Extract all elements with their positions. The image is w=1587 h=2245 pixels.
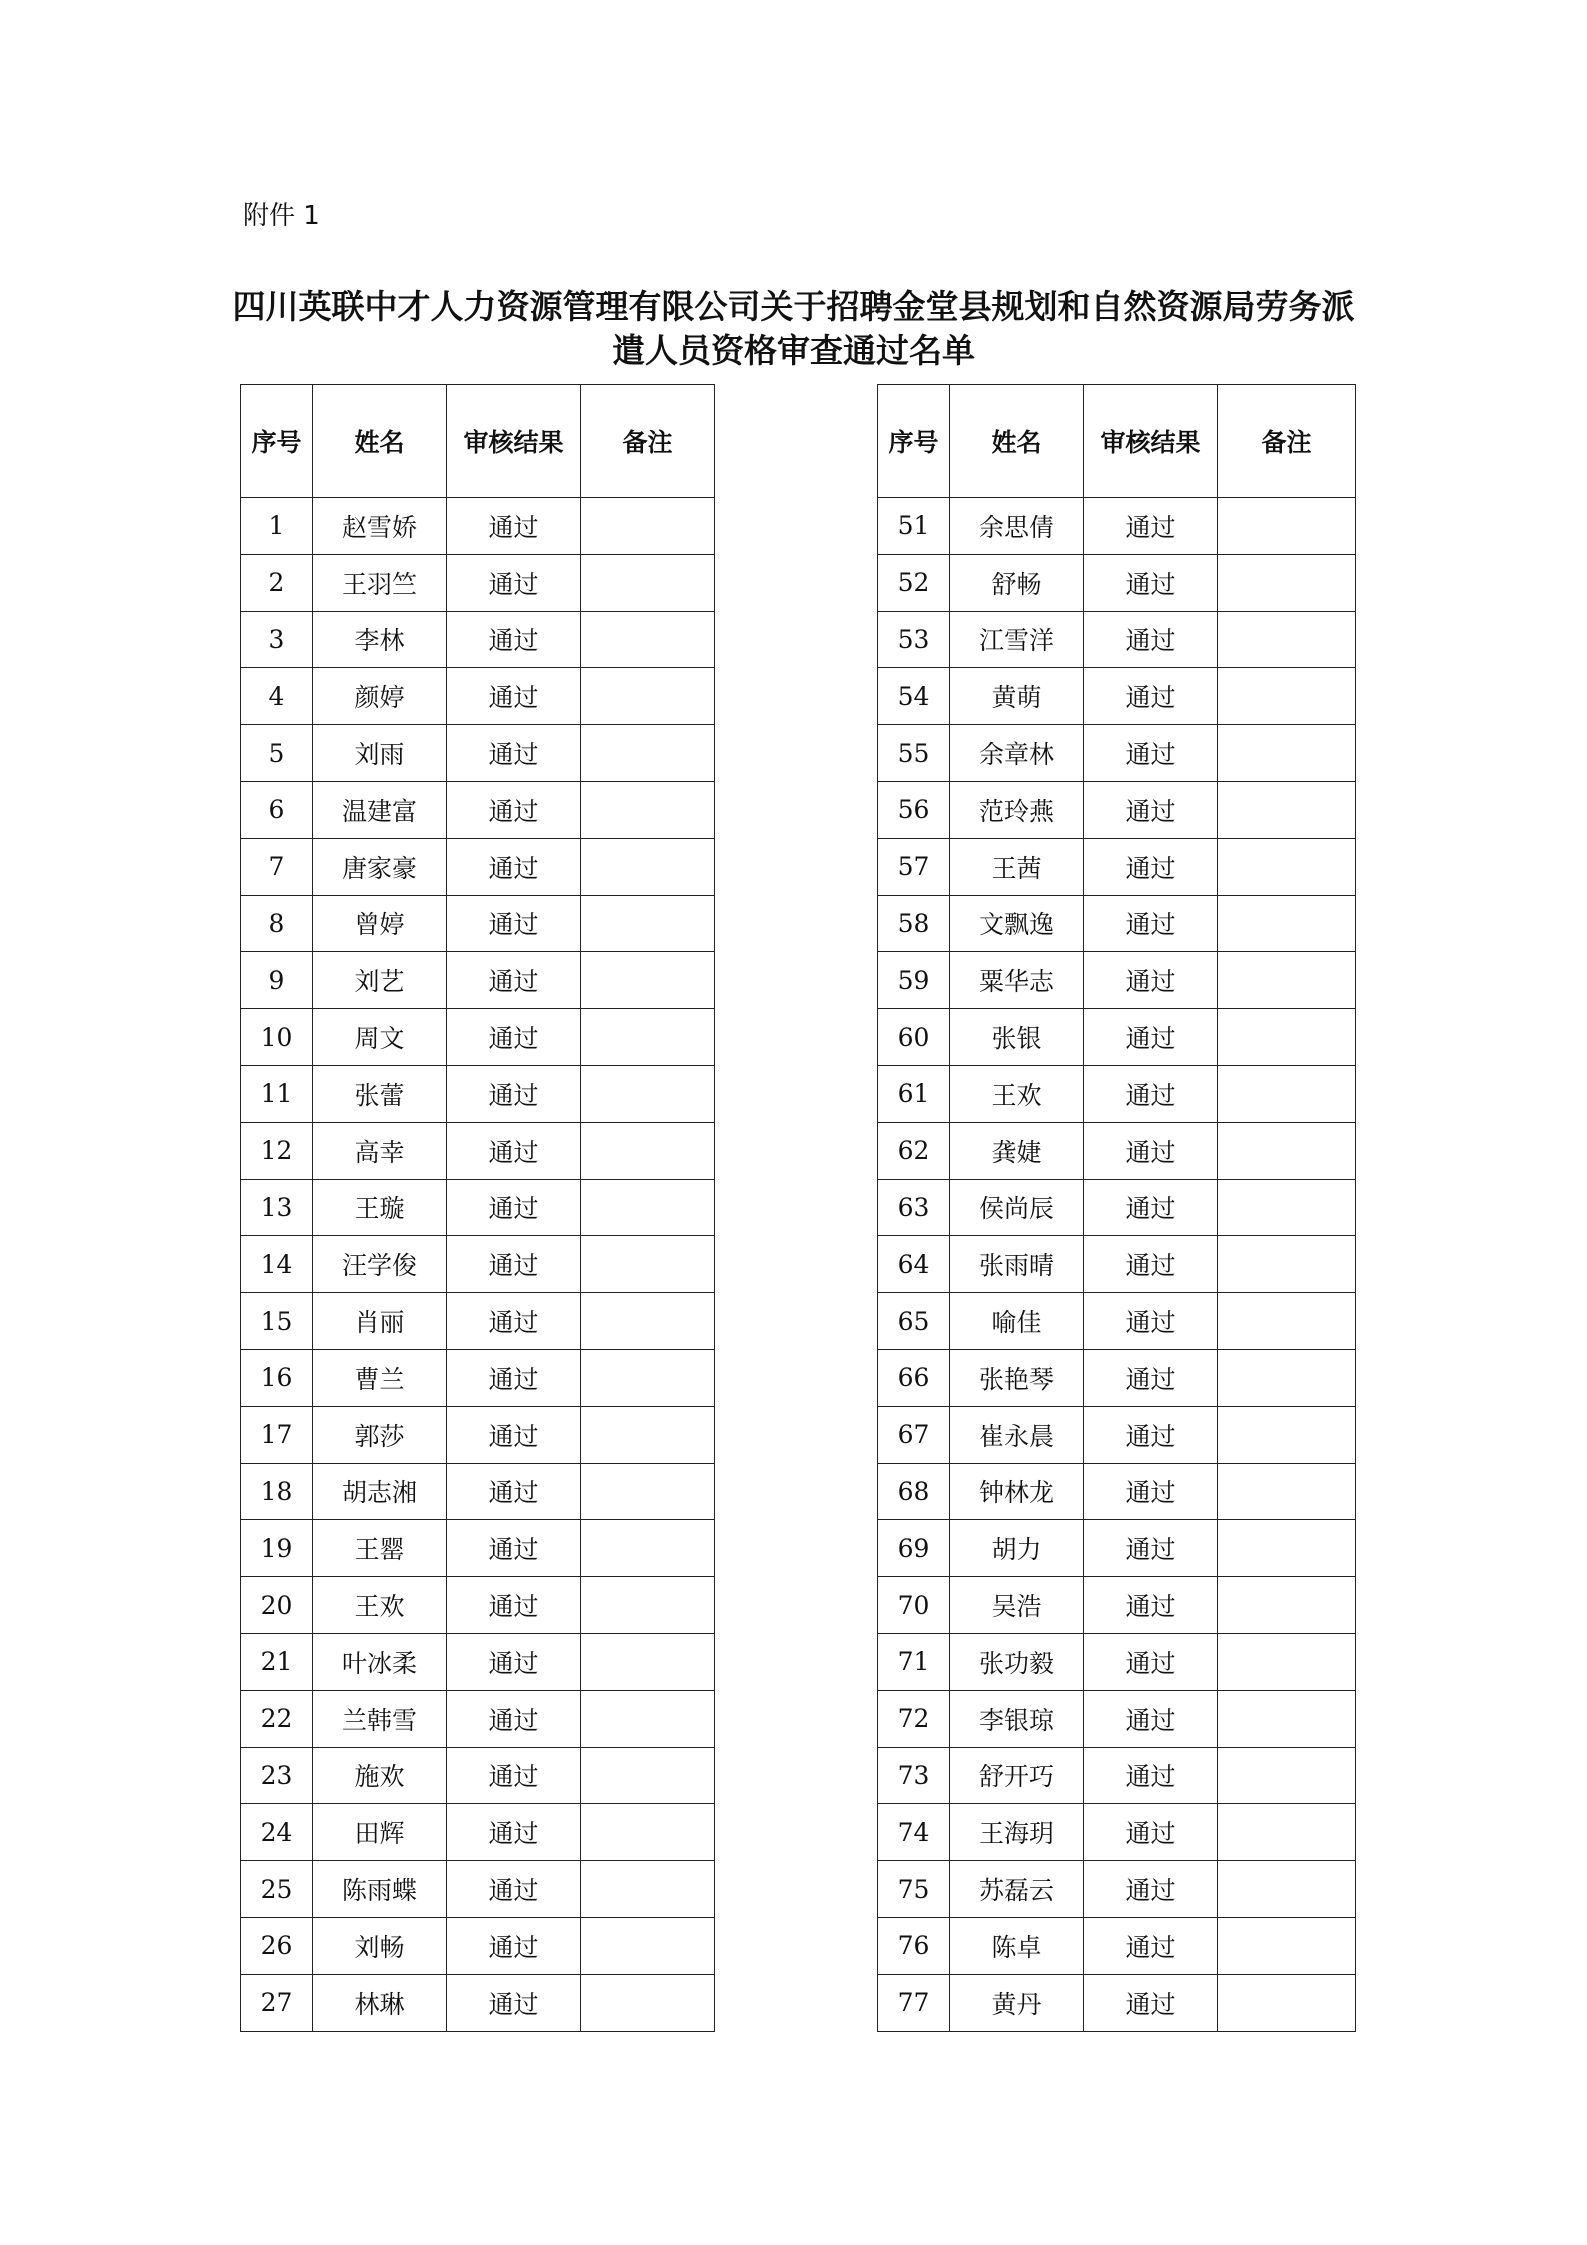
cell-remark bbox=[581, 1974, 715, 2031]
table-row bbox=[878, 1122, 1356, 1179]
rows-left bbox=[241, 498, 715, 2032]
table-row bbox=[878, 498, 1356, 555]
cell-result: 通过 bbox=[1084, 498, 1218, 555]
table-row bbox=[241, 554, 715, 611]
cell-remark bbox=[1218, 668, 1356, 725]
cell-result: 通过 bbox=[1084, 1804, 1218, 1861]
cell-name: 张雨晴 bbox=[950, 1236, 1084, 1293]
table-row bbox=[878, 611, 1356, 668]
cell-seq: 14 bbox=[241, 1236, 313, 1293]
table-row bbox=[241, 1804, 715, 1861]
cell-remark bbox=[581, 725, 715, 782]
table-row bbox=[878, 725, 1356, 782]
cell-name: 田辉 bbox=[313, 1804, 447, 1861]
cell-seq: 20 bbox=[241, 1577, 313, 1634]
cell-name: 陈卓 bbox=[950, 1917, 1084, 1974]
cell-name: 兰韩雪 bbox=[313, 1690, 447, 1747]
cell-result: 通过 bbox=[1084, 1463, 1218, 1520]
cell-remark bbox=[1218, 1917, 1356, 1974]
cell-seq: 4 bbox=[241, 668, 313, 725]
cell-name: 刘雨 bbox=[313, 725, 447, 782]
cell-name: 王茜 bbox=[950, 838, 1084, 895]
table-row bbox=[241, 895, 715, 952]
cell-result: 通过 bbox=[447, 1861, 581, 1918]
cell-result: 通过 bbox=[1084, 1349, 1218, 1406]
cell-remark bbox=[1218, 952, 1356, 1009]
table-row bbox=[241, 725, 715, 782]
cell-result: 通过 bbox=[447, 554, 581, 611]
attachment-label: 附件 1 bbox=[243, 201, 320, 231]
table-row bbox=[878, 1577, 1356, 1634]
cell-seq: 27 bbox=[241, 1974, 313, 2031]
cell-result: 通过 bbox=[1084, 1917, 1218, 1974]
cell-seq: 55 bbox=[878, 725, 950, 782]
cell-name: 周文 bbox=[313, 1009, 447, 1066]
cell-name: 唐家豪 bbox=[313, 838, 447, 895]
cell-remark bbox=[1218, 554, 1356, 611]
header-name: 姓名 bbox=[313, 385, 447, 498]
cell-seq: 75 bbox=[878, 1861, 950, 1918]
cell-name: 黄丹 bbox=[950, 1974, 1084, 2031]
table-row bbox=[241, 1917, 715, 1974]
cell-remark bbox=[581, 1009, 715, 1066]
cell-name: 喻佳 bbox=[950, 1293, 1084, 1350]
cell-name: 高幸 bbox=[313, 1122, 447, 1179]
cell-result: 通过 bbox=[1084, 1406, 1218, 1463]
cell-name: 余章林 bbox=[950, 725, 1084, 782]
table-row bbox=[241, 781, 715, 838]
table-row bbox=[878, 1065, 1356, 1122]
table-row bbox=[878, 1406, 1356, 1463]
cell-name: 王羽竺 bbox=[313, 554, 447, 611]
table-row bbox=[241, 1690, 715, 1747]
cell-remark bbox=[581, 1065, 715, 1122]
cell-name: 吴浩 bbox=[950, 1577, 1084, 1634]
cell-result: 通过 bbox=[447, 668, 581, 725]
table-row bbox=[878, 1236, 1356, 1293]
cell-result: 通过 bbox=[1084, 668, 1218, 725]
cell-seq: 24 bbox=[241, 1804, 313, 1861]
cell-remark bbox=[1218, 725, 1356, 782]
cell-name: 王罂 bbox=[313, 1520, 447, 1577]
cell-seq: 73 bbox=[878, 1747, 950, 1804]
cell-seq: 51 bbox=[878, 498, 950, 555]
cell-remark bbox=[581, 1861, 715, 1918]
title-line-1: 四川英联中才人力资源管理有限公司关于招聘金堂县规划和自然资源局劳务派 bbox=[232, 287, 1355, 326]
cell-seq: 16 bbox=[241, 1349, 313, 1406]
cell-seq: 74 bbox=[878, 1804, 950, 1861]
cell-seq: 23 bbox=[241, 1747, 313, 1804]
cell-result: 通过 bbox=[447, 952, 581, 1009]
cell-name: 侯尚辰 bbox=[950, 1179, 1084, 1236]
cell-seq: 69 bbox=[878, 1520, 950, 1577]
cell-result: 通过 bbox=[447, 1917, 581, 1974]
cell-seq: 56 bbox=[878, 781, 950, 838]
cell-seq: 59 bbox=[878, 952, 950, 1009]
table-row bbox=[241, 1122, 715, 1179]
cell-seq: 5 bbox=[241, 725, 313, 782]
header-name: 姓名 bbox=[950, 385, 1084, 498]
cell-name: 王欢 bbox=[950, 1065, 1084, 1122]
cell-name: 张功毅 bbox=[950, 1633, 1084, 1690]
cell-seq: 12 bbox=[241, 1122, 313, 1179]
cell-name: 钟林龙 bbox=[950, 1463, 1084, 1520]
table-row bbox=[241, 1633, 715, 1690]
table-row bbox=[878, 1009, 1356, 1066]
cell-remark bbox=[1218, 1406, 1356, 1463]
cell-name: 张银 bbox=[950, 1009, 1084, 1066]
cell-name: 郭莎 bbox=[313, 1406, 447, 1463]
cell-seq: 65 bbox=[878, 1293, 950, 1350]
cell-remark bbox=[1218, 1520, 1356, 1577]
cell-remark bbox=[581, 1917, 715, 1974]
table-row bbox=[241, 838, 715, 895]
cell-result: 通过 bbox=[447, 781, 581, 838]
cell-result: 通过 bbox=[1084, 725, 1218, 782]
header-row bbox=[878, 385, 1356, 498]
cell-seq: 21 bbox=[241, 1633, 313, 1690]
cell-seq: 57 bbox=[878, 838, 950, 895]
table-row bbox=[241, 1349, 715, 1406]
table-row bbox=[241, 1577, 715, 1634]
cell-result: 通过 bbox=[1084, 838, 1218, 895]
cell-remark bbox=[1218, 1293, 1356, 1350]
cell-remark bbox=[581, 611, 715, 668]
cell-seq: 60 bbox=[878, 1009, 950, 1066]
cell-seq: 77 bbox=[878, 1974, 950, 2031]
cell-remark bbox=[1218, 1861, 1356, 1918]
table-row bbox=[241, 1236, 715, 1293]
cell-name: 刘艺 bbox=[313, 952, 447, 1009]
table-row bbox=[878, 1520, 1356, 1577]
cell-remark bbox=[1218, 1974, 1356, 2031]
cell-remark bbox=[581, 1293, 715, 1350]
cell-seq: 11 bbox=[241, 1065, 313, 1122]
cell-name: 范玲燕 bbox=[950, 781, 1084, 838]
table-row bbox=[878, 1179, 1356, 1236]
cell-name: 刘畅 bbox=[313, 1917, 447, 1974]
header-seq: 序号 bbox=[878, 385, 950, 498]
cell-remark bbox=[581, 1179, 715, 1236]
cell-name: 余思倩 bbox=[950, 498, 1084, 555]
cell-remark bbox=[1218, 1690, 1356, 1747]
cell-name: 王海玥 bbox=[950, 1804, 1084, 1861]
header-result: 审核结果 bbox=[447, 385, 581, 498]
cell-result: 通过 bbox=[447, 611, 581, 668]
cell-result: 通过 bbox=[1084, 952, 1218, 1009]
table-row bbox=[878, 1804, 1356, 1861]
cell-result: 通过 bbox=[447, 1179, 581, 1236]
cell-seq: 9 bbox=[241, 952, 313, 1009]
cell-result: 通过 bbox=[447, 1065, 581, 1122]
cell-seq: 58 bbox=[878, 895, 950, 952]
cell-result: 通过 bbox=[447, 1122, 581, 1179]
table-row bbox=[878, 1861, 1356, 1918]
cell-result: 通过 bbox=[447, 1009, 581, 1066]
cell-remark bbox=[1218, 1179, 1356, 1236]
cell-name: 林琳 bbox=[313, 1974, 447, 2031]
cell-seq: 15 bbox=[241, 1293, 313, 1350]
cell-result: 通过 bbox=[1084, 1065, 1218, 1122]
cell-remark bbox=[581, 838, 715, 895]
cell-seq: 68 bbox=[878, 1463, 950, 1520]
cell-remark bbox=[581, 1122, 715, 1179]
cell-remark bbox=[1218, 1804, 1356, 1861]
cell-seq: 71 bbox=[878, 1633, 950, 1690]
cell-result: 通过 bbox=[1084, 1179, 1218, 1236]
table-row bbox=[878, 1293, 1356, 1350]
cell-result: 通过 bbox=[1084, 1633, 1218, 1690]
cell-result: 通过 bbox=[447, 1293, 581, 1350]
cell-seq: 6 bbox=[241, 781, 313, 838]
cell-remark bbox=[1218, 895, 1356, 952]
cell-seq: 67 bbox=[878, 1406, 950, 1463]
cell-remark bbox=[1218, 1065, 1356, 1122]
table-row bbox=[878, 668, 1356, 725]
cell-name: 胡志湘 bbox=[313, 1463, 447, 1520]
cell-seq: 53 bbox=[878, 611, 950, 668]
cell-name: 文飘逸 bbox=[950, 895, 1084, 952]
cell-seq: 66 bbox=[878, 1349, 950, 1406]
table-row bbox=[241, 1009, 715, 1066]
cell-name: 陈雨蝶 bbox=[313, 1861, 447, 1918]
cell-seq: 7 bbox=[241, 838, 313, 895]
table-row bbox=[878, 1974, 1356, 2031]
table-row bbox=[878, 1463, 1356, 1520]
cell-name: 叶冰柔 bbox=[313, 1633, 447, 1690]
cell-name: 胡力 bbox=[950, 1520, 1084, 1577]
table-row bbox=[878, 1349, 1356, 1406]
header-remark: 备注 bbox=[1218, 385, 1356, 498]
table-row bbox=[241, 1065, 715, 1122]
cell-remark bbox=[1218, 1122, 1356, 1179]
table-row bbox=[878, 838, 1356, 895]
cell-remark bbox=[581, 1747, 715, 1804]
cell-name: 肖丽 bbox=[313, 1293, 447, 1350]
cell-remark bbox=[581, 1520, 715, 1577]
cell-name: 龚婕 bbox=[950, 1122, 1084, 1179]
table-row bbox=[241, 1520, 715, 1577]
cell-result: 通过 bbox=[447, 1633, 581, 1690]
cell-remark bbox=[1218, 838, 1356, 895]
cell-seq: 70 bbox=[878, 1577, 950, 1634]
cell-remark bbox=[581, 1406, 715, 1463]
table-row bbox=[241, 1406, 715, 1463]
cell-result: 通过 bbox=[447, 895, 581, 952]
cell-result: 通过 bbox=[447, 1577, 581, 1634]
cell-remark bbox=[1218, 1577, 1356, 1634]
cell-name: 苏磊云 bbox=[950, 1861, 1084, 1918]
cell-name: 汪学俊 bbox=[313, 1236, 447, 1293]
table-row bbox=[241, 1463, 715, 1520]
cell-remark bbox=[1218, 1009, 1356, 1066]
cell-result: 通过 bbox=[447, 1974, 581, 2031]
cell-result: 通过 bbox=[447, 1406, 581, 1463]
cell-result: 通过 bbox=[447, 725, 581, 782]
cell-name: 温建富 bbox=[313, 781, 447, 838]
cell-seq: 64 bbox=[878, 1236, 950, 1293]
cell-name: 黄萌 bbox=[950, 668, 1084, 725]
cell-seq: 10 bbox=[241, 1009, 313, 1066]
cell-name: 张艳琴 bbox=[950, 1349, 1084, 1406]
cell-name: 曹兰 bbox=[313, 1349, 447, 1406]
table-row bbox=[241, 668, 715, 725]
table-row bbox=[241, 1747, 715, 1804]
cell-name: 舒畅 bbox=[950, 554, 1084, 611]
cell-seq: 13 bbox=[241, 1179, 313, 1236]
cell-name: 张蕾 bbox=[313, 1065, 447, 1122]
cell-result: 通过 bbox=[1084, 1577, 1218, 1634]
cell-result: 通过 bbox=[1084, 895, 1218, 952]
cell-seq: 54 bbox=[878, 668, 950, 725]
table-row bbox=[878, 781, 1356, 838]
cell-result: 通过 bbox=[447, 1690, 581, 1747]
cell-remark bbox=[581, 1236, 715, 1293]
header-remark: 备注 bbox=[581, 385, 715, 498]
cell-result: 通过 bbox=[447, 1349, 581, 1406]
cell-result: 通过 bbox=[1084, 781, 1218, 838]
cell-name: 崔永晨 bbox=[950, 1406, 1084, 1463]
header-seq: 序号 bbox=[241, 385, 313, 498]
table-row bbox=[241, 952, 715, 1009]
cell-remark bbox=[581, 1463, 715, 1520]
table-row bbox=[241, 611, 715, 668]
cell-remark bbox=[581, 1577, 715, 1634]
cell-seq: 72 bbox=[878, 1690, 950, 1747]
rows-right bbox=[878, 498, 1356, 2032]
cell-result: 通过 bbox=[1084, 1236, 1218, 1293]
cell-name: 江雪洋 bbox=[950, 611, 1084, 668]
table-row bbox=[241, 1861, 715, 1918]
header-result: 审核结果 bbox=[1084, 385, 1218, 498]
cell-seq: 52 bbox=[878, 554, 950, 611]
cell-result: 通过 bbox=[1084, 1293, 1218, 1350]
cell-name: 曾婷 bbox=[313, 895, 447, 952]
cell-name: 李银琼 bbox=[950, 1690, 1084, 1747]
cell-seq: 76 bbox=[878, 1917, 950, 1974]
cell-result: 通过 bbox=[447, 498, 581, 555]
cell-name: 粟华志 bbox=[950, 952, 1084, 1009]
roster-table-left bbox=[240, 384, 715, 2032]
cell-result: 通过 bbox=[447, 1520, 581, 1577]
cell-remark bbox=[1218, 1463, 1356, 1520]
cell-name: 舒开巧 bbox=[950, 1747, 1084, 1804]
cell-result: 通过 bbox=[447, 838, 581, 895]
cell-name: 施欢 bbox=[313, 1747, 447, 1804]
cell-remark bbox=[581, 895, 715, 952]
cell-name: 李林 bbox=[313, 611, 447, 668]
cell-seq: 8 bbox=[241, 895, 313, 952]
table-row bbox=[878, 952, 1356, 1009]
cell-seq: 3 bbox=[241, 611, 313, 668]
cell-seq: 26 bbox=[241, 1917, 313, 1974]
cell-result: 通过 bbox=[1084, 1747, 1218, 1804]
cell-remark bbox=[581, 668, 715, 725]
table-row bbox=[878, 895, 1356, 952]
cell-result: 通过 bbox=[1084, 1974, 1218, 2031]
cell-result: 通过 bbox=[1084, 1520, 1218, 1577]
table-row bbox=[878, 1917, 1356, 1974]
roster-table-right bbox=[877, 384, 1356, 2032]
table-row bbox=[241, 1974, 715, 2031]
cell-name: 赵雪娇 bbox=[313, 498, 447, 555]
table-row bbox=[241, 1179, 715, 1236]
table-row bbox=[878, 1690, 1356, 1747]
cell-seq: 1 bbox=[241, 498, 313, 555]
cell-name: 王璇 bbox=[313, 1179, 447, 1236]
cell-name: 王欢 bbox=[313, 1577, 447, 1634]
cell-seq: 25 bbox=[241, 1861, 313, 1918]
cell-seq: 62 bbox=[878, 1122, 950, 1179]
cell-remark bbox=[1218, 498, 1356, 555]
cell-result: 通过 bbox=[447, 1747, 581, 1804]
cell-remark bbox=[1218, 1633, 1356, 1690]
cell-remark bbox=[1218, 1349, 1356, 1406]
cell-result: 通过 bbox=[1084, 1690, 1218, 1747]
cell-remark bbox=[581, 554, 715, 611]
cell-result: 通过 bbox=[447, 1804, 581, 1861]
cell-remark bbox=[1218, 611, 1356, 668]
cell-remark bbox=[1218, 1236, 1356, 1293]
cell-remark bbox=[581, 952, 715, 1009]
cell-result: 通过 bbox=[1084, 611, 1218, 668]
table-row bbox=[878, 1633, 1356, 1690]
cell-name: 颜婷 bbox=[313, 668, 447, 725]
cell-seq: 17 bbox=[241, 1406, 313, 1463]
cell-result: 通过 bbox=[1084, 1861, 1218, 1918]
header-row bbox=[241, 385, 715, 498]
table-row bbox=[241, 498, 715, 555]
cell-seq: 19 bbox=[241, 1520, 313, 1577]
cell-remark bbox=[581, 1633, 715, 1690]
cell-remark bbox=[1218, 781, 1356, 838]
cell-remark bbox=[581, 498, 715, 555]
cell-remark bbox=[1218, 1747, 1356, 1804]
table-row bbox=[878, 554, 1356, 611]
cell-result: 通过 bbox=[447, 1463, 581, 1520]
cell-seq: 63 bbox=[878, 1179, 950, 1236]
page-title bbox=[230, 285, 1357, 373]
table-row bbox=[241, 1293, 715, 1350]
cell-remark bbox=[581, 781, 715, 838]
cell-result: 通过 bbox=[1084, 554, 1218, 611]
cell-result: 通过 bbox=[447, 1236, 581, 1293]
table-row bbox=[878, 1747, 1356, 1804]
cell-seq: 61 bbox=[878, 1065, 950, 1122]
title-line-2: 遣人员资格审查通过名单 bbox=[612, 331, 975, 370]
cell-seq: 2 bbox=[241, 554, 313, 611]
cell-remark bbox=[581, 1690, 715, 1747]
cell-remark bbox=[581, 1804, 715, 1861]
cell-result: 通过 bbox=[1084, 1009, 1218, 1066]
cell-remark bbox=[581, 1349, 715, 1406]
cell-seq: 18 bbox=[241, 1463, 313, 1520]
cell-seq: 22 bbox=[241, 1690, 313, 1747]
cell-result: 通过 bbox=[1084, 1122, 1218, 1179]
